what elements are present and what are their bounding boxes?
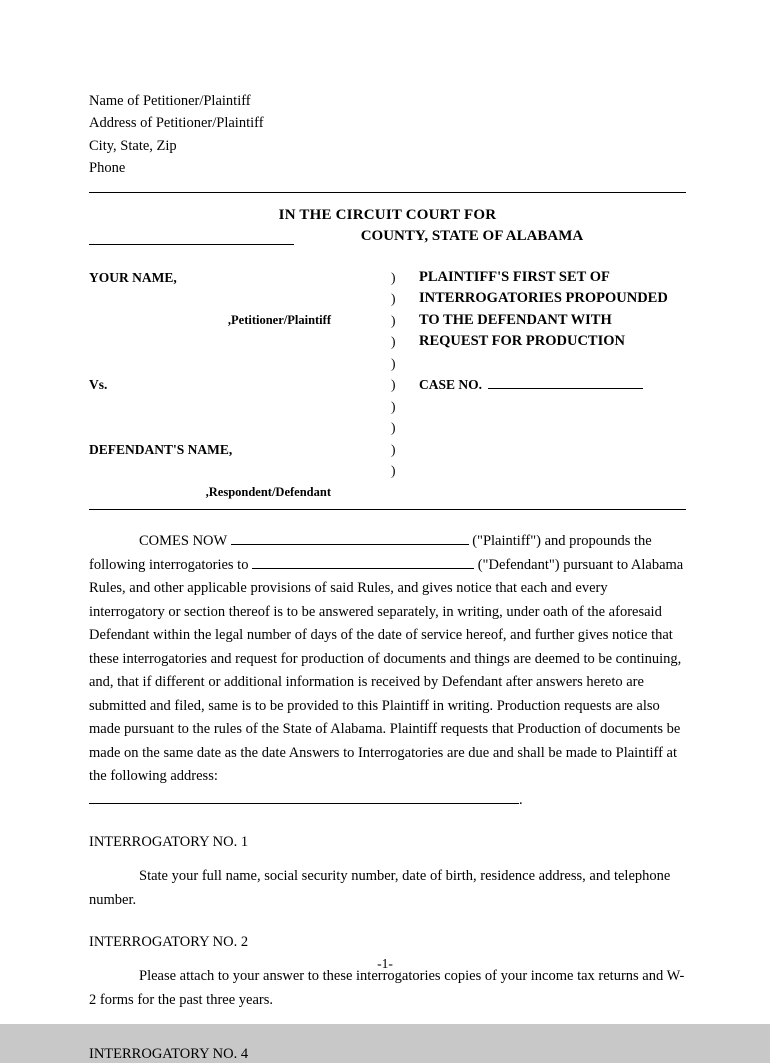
paren-8: ): [391, 420, 396, 436]
caption-title-column: [419, 267, 689, 396]
paren-5: ): [391, 355, 396, 371]
page-number: -1-: [377, 956, 393, 971]
county-state-label: COUNTY, STATE OF ALABAMA: [360, 227, 584, 244]
paren-10: ): [391, 463, 396, 479]
interrogatory-2-text: Please attach to your answer to these interrogatories copies of your income tax returns and W-2 forms for the past three years.: [89, 968, 685, 1008]
paren-7: ): [391, 398, 396, 414]
comes-now-line2-end: ("Defendant") pursuant to: [477, 556, 629, 573]
plaintiff-role: ,Petitioner/Plaintiff: [227, 312, 331, 327]
county-line: [89, 228, 686, 245]
case-number-blank-field[interactable]: [488, 375, 643, 389]
paren-9: ): [391, 441, 396, 457]
interrogatory-2-heading: INTERROGATORY NO. 2: [89, 934, 249, 951]
plaintiff-blank-field[interactable]: [231, 531, 469, 545]
address-period: .: [519, 791, 523, 808]
petitioner-phone-line: Phone: [89, 160, 126, 177]
comes-now-paragraph: [89, 530, 686, 812]
interrogatory-1-text: State your full name, social security number, date of birth, residence address, and telephone number.: [89, 868, 671, 908]
defendant-role: ,Respondent/Defendant: [205, 484, 331, 499]
comes-now-rest: Alabama Rules, and other applicable provisions of said Rules, and gives notice that each and every interrogatory or section thereof is to be answered separately, in writing, under oath of the aforesaid Defendant within the legal number of days of the date of service hereof, and further gives notice that these interrogatories and request for production of documents and things are deemed to be continuing, and, that if different or additional information is received by Defendant after answers hereto are submitted and filed, same is to be provided to this Plaintiff in writing. Production requests are also made pursuant to the rules of the State of Alabama. Plaintiff requests that Production of documents be made on the same date as the date Answers to Interrogatories are due and shall be made to Plaintiff at the following address:: [89, 556, 684, 785]
header-divider: [89, 192, 686, 193]
comes-now-line2-start: following interrogatories to: [89, 556, 249, 573]
case-caption: [89, 267, 686, 504]
caption-paren-column: [391, 267, 405, 482]
pleading-title-line-3: TO THE DEFENDANT WITH: [419, 311, 612, 328]
caption-parties-column: [89, 267, 389, 504]
comes-now-after-blank: ("Plaintiff") and propounds the: [472, 533, 652, 550]
court-title: IN THE CIRCUIT COURT FOR: [278, 206, 497, 223]
defendant-name: DEFENDANT'S NAME,: [89, 441, 233, 457]
petitioner-header-block: [89, 90, 686, 180]
petitioner-address-line: Address of Petitioner/Plaintiff: [89, 115, 264, 132]
interrogatory-4-heading: INTERROGATORY NO. 4: [89, 1046, 249, 1063]
county-blank-field[interactable]: [89, 228, 294, 245]
paren-3: ): [391, 312, 396, 328]
petitioner-city-state-zip-line: City, State, Zip: [89, 137, 177, 154]
paren-1: ): [391, 269, 396, 285]
caption-divider: [89, 509, 686, 510]
pleading-title-line-1: PLAINTIFF'S FIRST SET OF: [419, 268, 610, 285]
pleading-title-line-4: REQUEST FOR PRODUCTION: [419, 333, 625, 350]
petitioner-name-line: Name of Petitioner/Plaintiff: [89, 93, 251, 109]
paren-4: ): [391, 334, 396, 350]
paren-2: ): [391, 291, 396, 307]
versus-label: Vs.: [89, 377, 108, 393]
case-number-label: CASE NO.: [419, 377, 483, 393]
interrogatory-2-body: [89, 965, 686, 1012]
interrogatory-1-heading: INTERROGATORY NO. 1: [89, 834, 249, 851]
paren-6: ): [391, 377, 396, 393]
defendant-blank-field[interactable]: [252, 555, 474, 569]
interrogatory-1-body: [89, 865, 686, 912]
pleading-title-line-2: INTERROGATORIES PROPOUNDED: [419, 290, 668, 307]
comes-now-lead: COMES NOW: [139, 533, 227, 550]
document-content: [89, 90, 686, 1063]
plaintiff-name: YOUR NAME,: [89, 269, 177, 285]
address-blank-field[interactable]: [89, 790, 519, 804]
case-number-row: [419, 374, 689, 396]
